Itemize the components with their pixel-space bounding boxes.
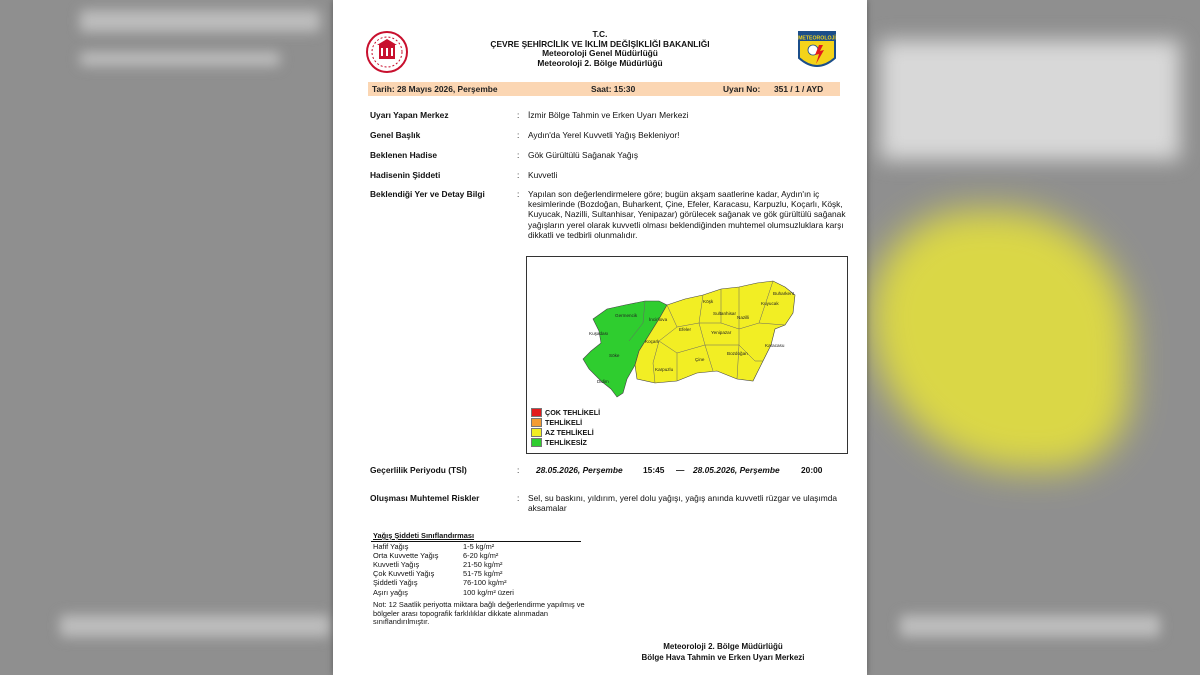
classification-name: Orta Kuvvette Yağış: [373, 551, 439, 560]
footer-directorate: Meteoroloji 2. Bölge Müdürlüğü: [663, 642, 783, 651]
field-colon: :: [517, 130, 520, 140]
legend-item-tehlikesiz: [531, 437, 600, 447]
district-label: Karacasu: [765, 343, 785, 348]
classification-value: 76-100 kg/m²: [463, 578, 507, 587]
header-region: Meteoroloji 2. Bölge Müdürlüğü: [537, 57, 663, 68]
issue-date: Tarih: 28 Mayıs 2026, Perşembe: [372, 84, 498, 94]
field-label: Beklenen Hadise: [370, 150, 438, 160]
legend-label: TEHLİKELİ: [545, 417, 583, 427]
legend-item-az-tehlikeli: [531, 427, 600, 437]
district-label: Söke: [609, 353, 620, 358]
district-label: Köşk: [703, 299, 714, 304]
validity-end-date: 28.05.2026, Perşembe: [693, 465, 780, 475]
risks-value: Sel, su baskını, yıldırım, yerel dolu yağışı, yağış anında kuvvetli rüzgar ve ulaşımda aksamalar: [528, 493, 838, 514]
district-label: Efeler: [679, 327, 692, 332]
map-legend: [531, 407, 600, 447]
issue-time: Saat: 15:30: [591, 84, 636, 94]
legend-swatch: [531, 428, 542, 437]
classification-value: 100 kg/m² üzeri: [463, 588, 514, 597]
legend-item-tehlikeli: [531, 417, 600, 427]
warning-map: [526, 256, 848, 454]
field-value: Aydın'da Yerel Kuvvetli Yağış Bekleniyor!: [528, 130, 680, 140]
district-label: Kuşadası: [589, 331, 609, 336]
validity-start-time: 15:45: [643, 465, 665, 475]
classification-value: 1-5 kg/m²: [463, 542, 495, 551]
classification-note: Not: 12 Saatlik periyotta miktara bağlı değerlendirme yapılmış ve bölgeler arası topografik farklılıklar dikkate alınmadan sınıflandırılmıştır.: [373, 600, 585, 627]
classification-row: [373, 551, 499, 560]
document-header: [333, 30, 867, 68]
field-label: Hadisenin Şiddeti: [370, 170, 441, 180]
legend-label: TEHLİKESİZ: [545, 437, 587, 447]
district-map: [527, 257, 847, 405]
classification-value: 21-50 kg/m²: [463, 560, 503, 569]
classification-row: [373, 588, 514, 597]
classification-value: 51-75 kg/m²: [463, 569, 503, 578]
field-value: İzmir Bölge Tahmin ve Erken Uyarı Merkezi: [528, 110, 689, 120]
district-label: Bozdoğan: [727, 351, 748, 356]
legend-swatch: [531, 418, 542, 427]
classification-row: [373, 578, 507, 587]
district-label: Buharkent: [773, 291, 794, 296]
info-band: [368, 82, 840, 96]
field-label: Uyarı Yapan Merkez: [370, 110, 449, 120]
classification-name: Hafif Yağış: [373, 542, 409, 551]
legend-label: AZ TEHLİKELİ: [545, 427, 594, 437]
meteorology-logo-text: METEOROLOJİ: [798, 35, 836, 42]
district-label: Germencik: [615, 313, 638, 318]
district-label: Koçarlı: [645, 339, 660, 344]
header-line-1: T.C.: [592, 29, 608, 39]
legend-item-cok-tehlikeli: [531, 407, 600, 417]
validity-label: Geçerlilik Periyodu (TSİ): [370, 465, 467, 475]
classification-name: Kuvvetli Yağış: [373, 560, 420, 569]
district-label: Çine: [695, 357, 705, 362]
field-label: Beklendiği Yer ve Detay Bilgi: [370, 189, 485, 199]
classification-title: Yağış Şiddeti Sınıflandırması: [373, 531, 475, 540]
field-colon: :: [517, 465, 520, 475]
district-label: Kuyucak: [761, 301, 779, 306]
warning-no-label: Uyarı No:: [723, 84, 761, 94]
district-label: Sultanhisar: [713, 311, 736, 316]
field-value: Kuvvetli: [528, 170, 558, 180]
classification-name: Şiddetli Yağış: [373, 578, 418, 587]
header-ministry: ÇEVRE ŞEHİRCİLİK VE İKLİM DEĞİŞİKLİĞİ BAKANLIĞI: [490, 38, 710, 49]
district-label: Nazilli: [737, 315, 750, 320]
legend-swatch: [531, 438, 542, 447]
legend-swatch: [531, 408, 542, 417]
classification-row: [373, 569, 503, 578]
field-colon: :: [517, 493, 520, 503]
field-colon: :: [517, 189, 520, 199]
legend-label: ÇOK TEHLİKELİ: [545, 407, 601, 417]
field-colon: :: [517, 170, 520, 180]
field-value: Yapılan son değerlendirmelere göre; bugün akşam saatlerine kadar, Aydın'ın iç kesimlerinde (Bozdoğan, Buharkent, Çine, Efeler, Karacasu, Karpuzlu, Koçarlı, Köşk, Kuyucak, Nazilli, Sultanhisar, Yenipazar) görülecek sağanak ve gök gürültülü sağanak yağışların yerel olarak kuvvetli olması beklendiğinden muhtemel olumsuzluklara karşı dikkatli ve tedbirli olunmalıdır.: [528, 189, 846, 240]
warning-document: [333, 0, 867, 675]
district-label: Karpuzlu: [655, 367, 674, 372]
field-colon: :: [517, 150, 520, 160]
header-directorate: Meteoroloji Genel Müdürlüğü: [542, 48, 658, 59]
classification-value: 6-20 kg/m²: [463, 551, 499, 560]
field-value: Gök Gürültülü Sağanak Yağış: [528, 150, 639, 160]
field-label: Genel Başlık: [370, 130, 421, 140]
classification-name: Aşırı yağış: [373, 588, 408, 597]
classification-name: Çok Kuvvetli Yağış: [373, 569, 435, 578]
footer-center: Bölge Hava Tahmin ve Erken Uyarı Merkezi: [641, 653, 805, 662]
document-footer: [623, 641, 823, 663]
meteorology-logo: [795, 28, 839, 74]
classification-row: [373, 542, 495, 551]
classification-row: [373, 560, 503, 569]
district-label: Didim: [597, 379, 609, 384]
warning-number: 351 / 1 / AYD: [774, 84, 824, 94]
field-colon: :: [517, 110, 520, 120]
district-label: Yenipazar: [711, 330, 732, 335]
validity-end-time: 20:00: [801, 465, 823, 475]
district-label: İncirliova: [649, 317, 668, 322]
validity-dash: —: [676, 465, 685, 475]
validity-start-date: 28.05.2026, Perşembe: [536, 465, 623, 475]
risks-label: Oluşması Muhtemel Riskler: [370, 493, 480, 503]
